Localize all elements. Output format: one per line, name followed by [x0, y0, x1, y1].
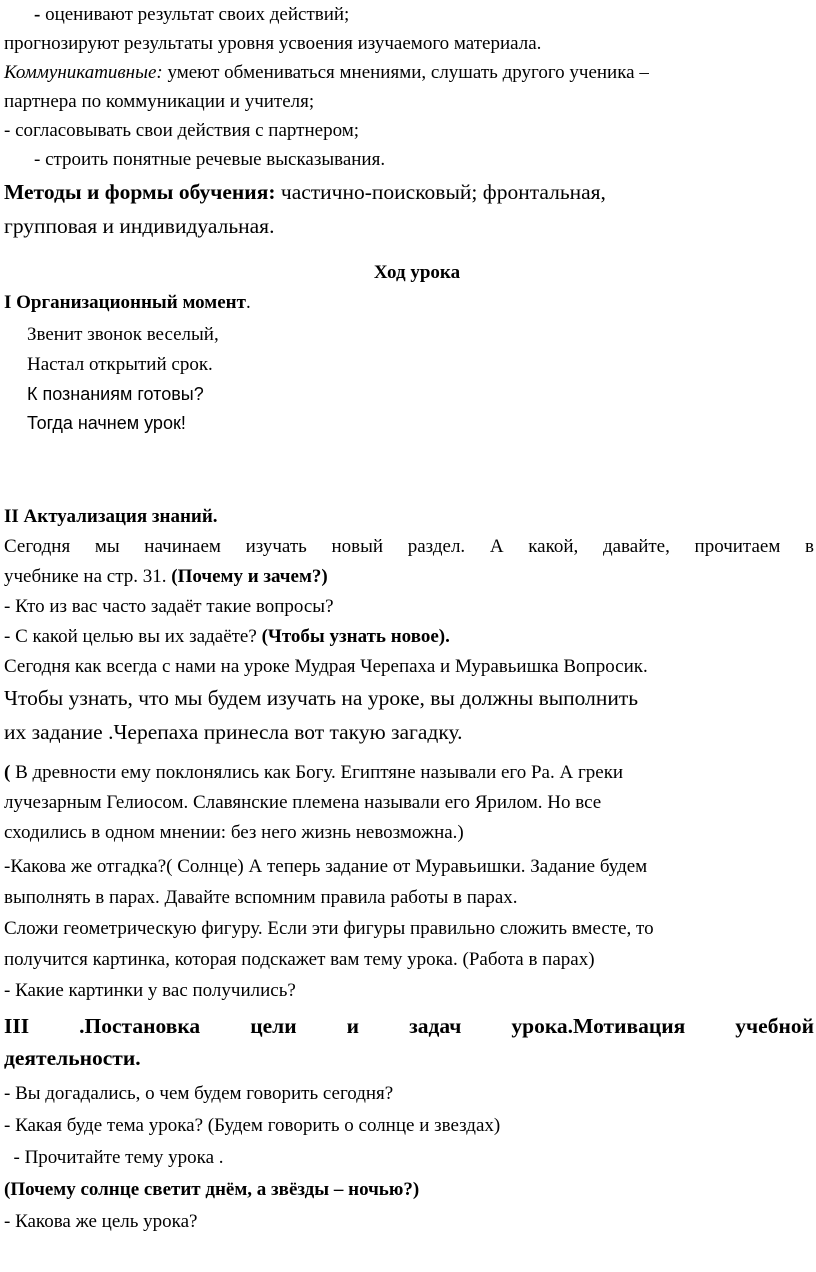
poem-line: Звенит звонок веселый, — [27, 324, 219, 345]
text-line: - Какие картинки у вас получились? — [4, 980, 296, 1001]
text-line: - согласовывать свои действия с партнером; — [4, 120, 360, 141]
section-heading: III .Постановка цели и задач урока.Мотивация учебной — [4, 1014, 814, 1038]
poem-line: Тогда начнем урок! — [27, 413, 186, 433]
text-line: - строить понятные речевые высказывания. — [34, 149, 386, 170]
text-line: выполнять в парах. Давайте вспомним правила работы в парах. — [4, 887, 518, 908]
text-line: прогнозируют результаты уровня усвоения изучаемого материала. — [4, 33, 542, 54]
text-line: их задание .Черепаха принесла вот такую загадку. — [4, 720, 463, 744]
text-line: Сегодня мы начинаем изучать новый раздел. А какой, давайте, прочитаем в — [4, 536, 814, 557]
text-line: - оценивают результат своих действий; — [34, 4, 350, 25]
text-line: сходились в одном мнении: без него жизнь невозможна.) — [4, 822, 464, 843]
text-line: - С какой целью вы их задаёте? (Чтобы узнать новое). — [4, 626, 450, 647]
lesson-heading: Ход урока — [373, 262, 461, 283]
section-heading: II Актуализация знаний. — [4, 506, 218, 527]
text-line: - Какая буде тема урока? (Будем говорить о солнце и звездах) — [4, 1115, 501, 1136]
text-line: групповая и индивидуальная. — [4, 214, 275, 238]
text-line: Сложи геометрическую фигуру. Если эти фигуры правильно сложить вместе, то — [4, 918, 654, 939]
text-line: Чтобы узнать, что мы будем изучать на уроке, вы должны выполнить — [4, 686, 639, 710]
text-line: Коммуникативные: умеют обмениваться мнениями, слушать другого ученика – — [4, 62, 649, 83]
text-line: - Кто из вас часто задаёт такие вопросы? — [4, 596, 334, 617]
text-line: партнера по коммуникации и учителя; — [4, 91, 315, 112]
poem-line: Настал открытий срок. — [27, 354, 213, 375]
text-line: ( В древности ему поклонялись как Богу. Египтяне называли его Ра. А греки — [4, 762, 624, 783]
inline-label: Коммуникативные: — [4, 62, 163, 83]
text-line: -Какова же отгадка?( Солнце) А теперь задание от Муравьишки. Задание будем — [4, 856, 648, 877]
section-heading: I Организационный момент. — [4, 292, 251, 313]
poem-line: К познаниям готовы? — [27, 384, 204, 404]
text-line: Сегодня как всегда с нами на уроке Мудрая Черепаха и Муравьишка Вопросик. — [4, 656, 648, 677]
text-line: - Прочитайте тему урока . — [4, 1147, 224, 1168]
lesson-topic: (Почему солнце светит днём, а звёзды – ночью?) — [4, 1179, 420, 1200]
methods-line: Методы и формы обучения: частично-поисковый; фронтальная, — [4, 180, 606, 204]
inline-label: Методы и формы обучения: — [4, 180, 276, 204]
text-line: получится картинка, которая подскажет вам тему урока. (Работа в парах) — [4, 949, 595, 970]
text-line: лучезарным Гелиосом. Славянские племена называли его Ярилом. Но все — [4, 792, 602, 813]
section-heading: деятельности. — [4, 1046, 141, 1070]
text-line: - Вы догадались, о чем будем говорить сегодня? — [4, 1083, 394, 1104]
text-line: учебнике на стр. 31. (Почему и зачем?) — [4, 566, 328, 587]
text-line: - Какова же цель урока? — [4, 1211, 198, 1232]
